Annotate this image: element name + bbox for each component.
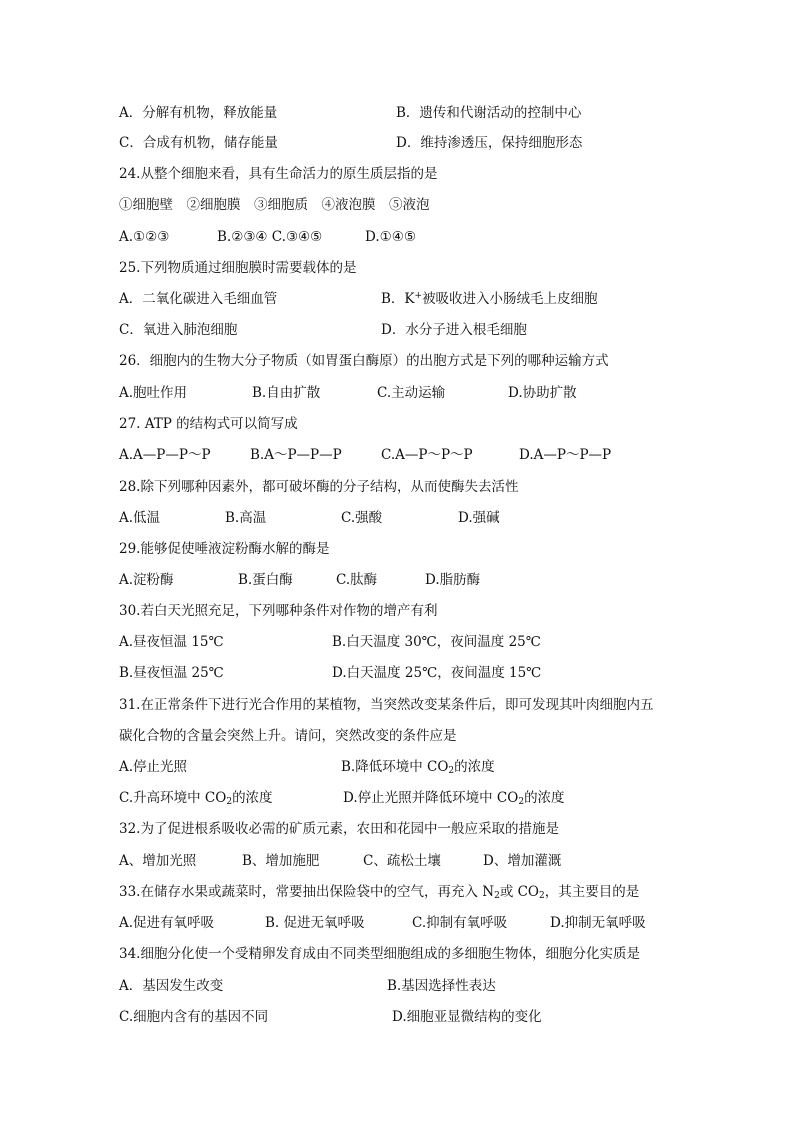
- q34-option-b: B.基因选择性表达: [387, 978, 496, 994]
- q33-stem-pre: 33.在储存水果或蔬菜时，常要抽出保险袋中的空气，再充入 N: [119, 884, 495, 900]
- q29-option-c: C.肽酶: [336, 572, 378, 588]
- q30-option-c: B.昼夜恒温 25℃: [119, 665, 224, 681]
- q32-option-b: B、增加施肥: [242, 853, 320, 869]
- q23-options-row2: [119, 132, 719, 154]
- q33-stem: [119, 881, 719, 903]
- q33-options: [119, 912, 719, 934]
- q24-option-a: A.①②③: [119, 229, 170, 245]
- q26-options: [119, 382, 719, 404]
- q26-option-b: B.自由扩散: [252, 385, 321, 401]
- q24-option-d: D.①④⑤: [365, 229, 416, 245]
- q27-option-c: C.A—P～P～P: [381, 447, 473, 463]
- q34-stem: 34.细胞分化使一个受精卵发育成由不同类型细胞组成的多细胞生物体，细胞分化实质是: [119, 946, 640, 962]
- q24-option-bc: B.②③④ C.③④⑤: [217, 229, 323, 245]
- q33-stem-post: ，其主要目的是: [544, 884, 640, 900]
- q34-options-row2: [119, 1006, 719, 1028]
- q26-option-d: D.协助扩散: [508, 385, 577, 401]
- q31-options-row1: [119, 756, 719, 778]
- q25-option-b: [381, 288, 598, 310]
- q34-option-d: D.细胞亚显微结构的变化: [392, 1009, 542, 1025]
- q34-option-a: A．基因发生改变: [119, 978, 224, 994]
- q25-options-row2: [119, 319, 719, 341]
- q34-option-c: C.细胞内含有的基因不同: [119, 1009, 269, 1025]
- q26-option-c: C.主动运输: [377, 385, 446, 401]
- q31-option-c-sub: 2: [226, 797, 233, 807]
- q23-options-row1: [119, 102, 719, 124]
- q31-option-c: [119, 787, 273, 809]
- q31-option-d-pre: D.停止光照并降低环境中 CO: [343, 790, 519, 806]
- q29-option-a: A.淀粉酶: [119, 572, 174, 588]
- q24-stem: 24.从整个细胞来看，具有生命活力的原生质层指的是: [119, 166, 438, 182]
- q25-option-b-post: 被吸收进入小肠绒毛上皮细胞: [422, 291, 598, 307]
- q28-option-c: C.强酸: [341, 510, 383, 526]
- q30-options-row1: [119, 631, 719, 653]
- q28-option-d: D.强碱: [458, 510, 500, 526]
- q28-option-b: B.高温: [225, 510, 267, 526]
- q33-stem-mid: 或 CO: [499, 884, 540, 900]
- q33-option-a: A.促进有氧呼吸: [119, 915, 215, 931]
- q30-options-row2: [119, 662, 719, 684]
- q32-option-d: D、增加灌溉: [483, 853, 562, 869]
- q33-option-b: B. 促进无氧呼吸: [265, 915, 365, 931]
- q31-option-c-pre: C.升高环境中 CO: [119, 790, 227, 806]
- q33-stem-sub2: 2: [539, 891, 545, 901]
- q25-option-d: D．水分子进入根毛细胞: [381, 322, 527, 338]
- q24-items: ①细胞壁 ②细胞膜 ③细胞质 ④液泡膜 ⑤液泡: [119, 197, 430, 213]
- q28-stem: 28.除下列哪种因素外，都可破坏酶的分子结构，从而使酶失去活性: [119, 479, 519, 495]
- q29-stem: 29.能够促使唾液淀粉酶水解的酶是: [119, 541, 330, 557]
- q30-option-a: A.昼夜恒温 15℃: [119, 634, 224, 650]
- q31-options-row2: [119, 787, 719, 809]
- q31-option-b: [341, 756, 495, 778]
- q33-option-c: C.抑制有氧呼吸: [412, 915, 508, 931]
- q23-option-a: A．分解有机物，释放能量: [119, 105, 278, 121]
- q23-option-c: C．合成有机物，储存能量: [119, 135, 278, 151]
- q27-stem: 27. ATP 的结构式可以简写成: [119, 416, 298, 432]
- q33-stem-sub1: 2: [494, 891, 500, 901]
- q31-option-b-sub: 2: [448, 766, 455, 776]
- q30-option-b: B.白天温度 30℃，夜间温度 25℃: [332, 634, 541, 650]
- q32-stem: 32.为了促进根系吸收必需的矿质元素，农田和花园中一般应采取的措施是: [119, 821, 559, 837]
- q27-options: [119, 444, 719, 466]
- q26-option-a: A.胞吐作用: [119, 385, 188, 401]
- q30-option-d: D.白天温度 25℃，夜间温度 15℃: [332, 665, 542, 681]
- q32-option-c: C、疏松土壤: [363, 853, 441, 869]
- q23-option-d: D．维持渗透压，保持细胞形态: [396, 135, 583, 151]
- q26-stem: 26．细胞内的生物大分子物质（如胃蛋白酶原）的出胞方式是下列的哪种运输方式: [119, 353, 609, 369]
- q25-options-row1: [119, 288, 719, 310]
- q31-option-d-post: 的浓度: [524, 790, 565, 806]
- q25-stem: 25.下列物质通过细胞膜时需要载体的是: [119, 260, 357, 276]
- q31-stem-line2: 碳化合物的含量会突然上升。请问，突然改变的条件应是: [119, 728, 457, 744]
- q32-options: [119, 850, 719, 872]
- q27-option-b: B.A～P—P—P: [250, 447, 342, 463]
- q31-option-a: A.停止光照: [119, 759, 188, 775]
- q27-option-a: A.A—P—P～P: [119, 447, 211, 463]
- q25-option-a: A．二氧化碳进入毛细血管: [119, 291, 278, 307]
- q33-option-d: D.抑制无氧呼吸: [550, 915, 646, 931]
- q31-option-b-pre: B.降低环境中 CO: [341, 759, 449, 775]
- q25-option-c: C．氧进入肺泡细胞: [119, 322, 238, 338]
- q24-options: [119, 226, 719, 248]
- q31-option-c-post: 的浓度: [232, 790, 273, 806]
- q27-option-d: D.A—P～P—P: [519, 447, 612, 463]
- q23-option-b: B．遗传和代谢活动的控制中心: [396, 105, 582, 121]
- q31-option-d-sub: 2: [518, 797, 525, 807]
- q29-option-d: D.脂肪酶: [425, 572, 481, 588]
- q32-option-a: A、增加光照: [119, 853, 197, 869]
- q28-option-a: A.低温: [119, 510, 161, 526]
- q29-option-b: B.蛋白酶: [238, 572, 293, 588]
- q29-options: [119, 569, 719, 591]
- q31-option-d: [343, 787, 565, 809]
- q31-option-b-post: 的浓度: [454, 759, 495, 775]
- q28-options: [119, 507, 719, 529]
- q34-options-row1: [119, 975, 719, 997]
- q25-option-b-sup: +: [414, 291, 423, 301]
- q31-stem-line1: 31.在正常条件下进行光合作用的某植物，当突然改变某条件后，即可发现其叶肉细胞内五: [119, 697, 654, 713]
- q25-option-b-pre: B．K: [381, 291, 415, 307]
- q30-stem: 30.若白天光照充足，下列哪种条件对作物的增产有利: [119, 603, 438, 619]
